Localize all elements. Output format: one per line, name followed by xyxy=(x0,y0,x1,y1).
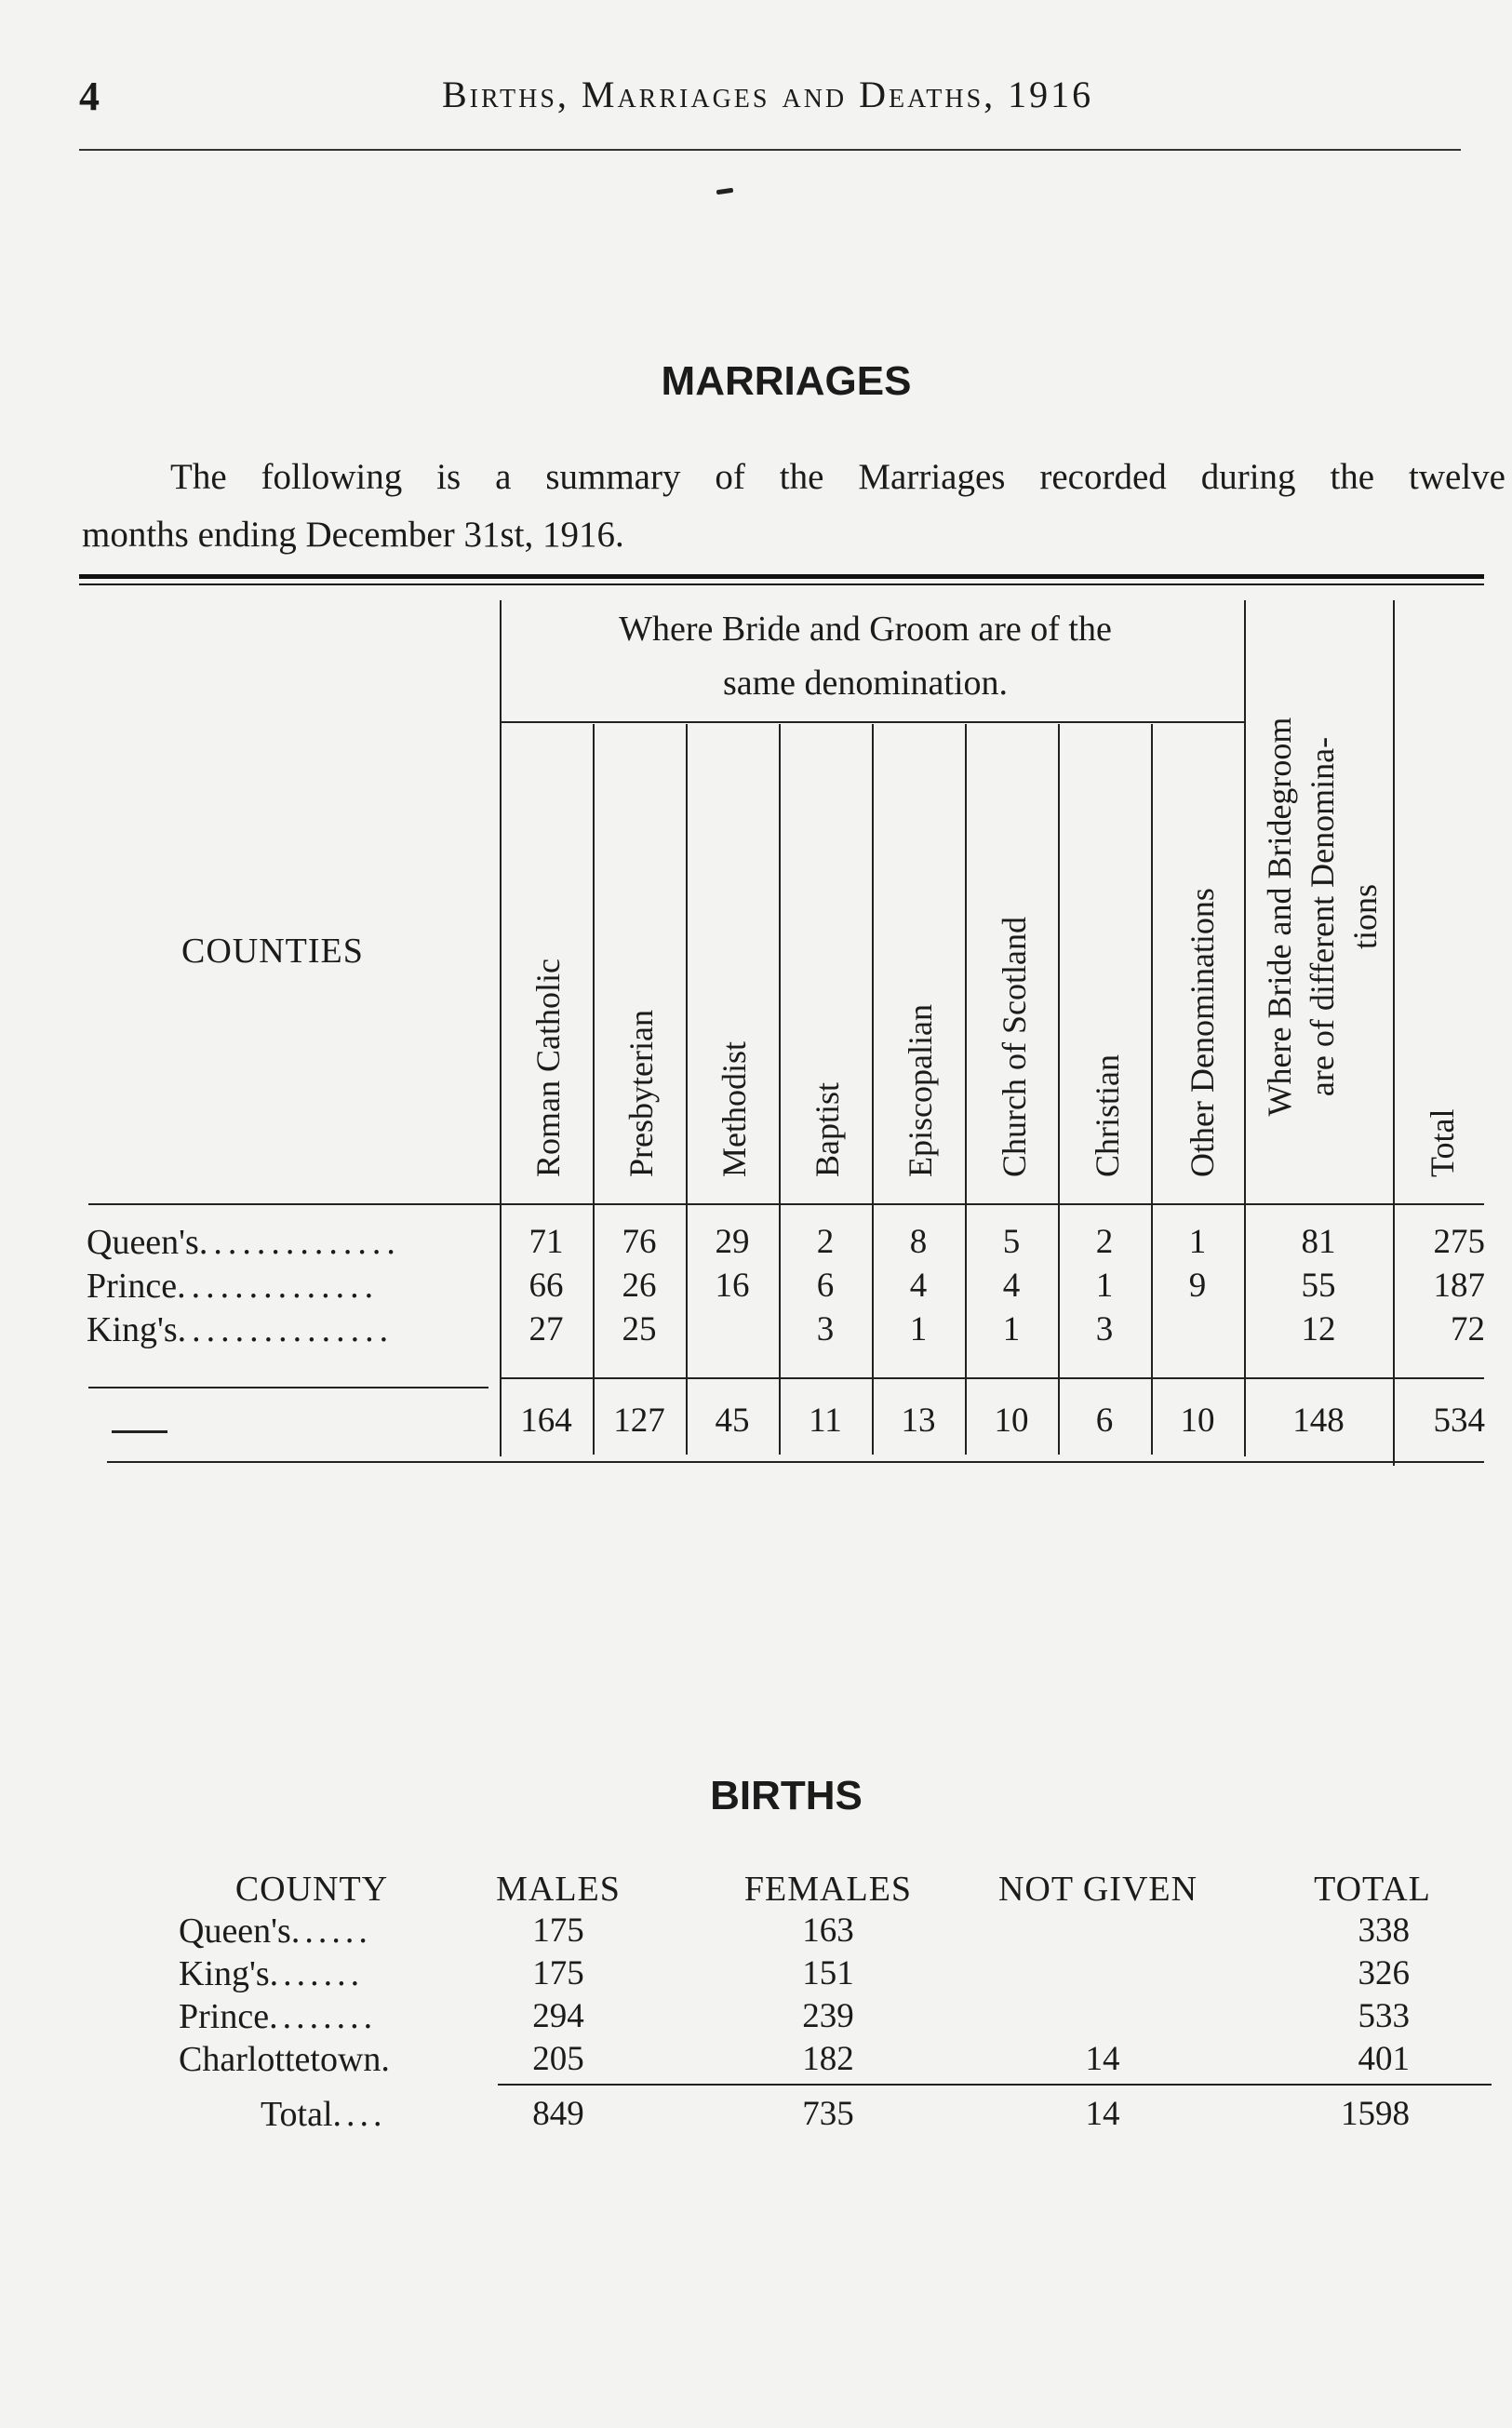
cell-church-of-scotland: 4 xyxy=(1002,1267,1021,1305)
births-row-label xyxy=(179,1996,377,2037)
col-roman-catholic: Roman Catholic xyxy=(529,959,567,1177)
births-row-leader: ....... xyxy=(269,1954,365,1993)
births-total: 326 xyxy=(1358,1954,1410,1992)
header-rule xyxy=(79,149,1461,151)
cell-baptist: 6 xyxy=(816,1267,835,1305)
births-header-county: COUNTY xyxy=(234,1870,389,1909)
group-header-line-2: same denomination. xyxy=(722,664,1009,703)
cell-christian: 3 xyxy=(1095,1310,1114,1348)
cell-church-of-scotland: 5 xyxy=(1002,1223,1021,1261)
col-church-of-scotland: Church of Scotland xyxy=(996,917,1033,1177)
cell-christian: 2 xyxy=(1095,1223,1114,1261)
row-label-prince: Prince.............. xyxy=(87,1267,380,1306)
births-males: 294 xyxy=(532,1997,584,2035)
group-header-line-1: Where Bride and Groom are of the xyxy=(619,610,1112,649)
births-header-total: TOTAL xyxy=(1314,1870,1431,1909)
births-females: 163 xyxy=(802,1912,854,1950)
cell-methodist: 29 xyxy=(715,1223,750,1261)
marriages-intro xyxy=(82,449,1505,564)
page-number: 4 xyxy=(79,74,100,119)
cell-episcopalian: 8 xyxy=(909,1223,928,1261)
col-christian: Christian xyxy=(1089,1054,1126,1177)
cell-total: 72 xyxy=(1451,1310,1485,1348)
total-roman-catholic: 164 xyxy=(520,1402,572,1440)
cell-total: 187 xyxy=(1433,1267,1485,1305)
births-row-leader: . xyxy=(381,2040,395,2079)
cell-other: 1 xyxy=(1188,1223,1207,1261)
vline-col3 xyxy=(686,724,688,1455)
col-total: Total xyxy=(1424,1108,1461,1177)
births-total-females: 735 xyxy=(802,2095,854,2133)
births-total-males: 849 xyxy=(532,2095,584,2133)
total-christian: 6 xyxy=(1095,1402,1114,1440)
running-title: Births, Marriages and Deaths, 1916 xyxy=(442,74,1094,115)
vline-before-mixed xyxy=(1244,600,1246,1456)
counties-label: COUNTIES xyxy=(181,932,364,971)
cell-mixed: 12 xyxy=(1301,1310,1336,1348)
births-header-females: FEMALES xyxy=(743,1870,913,1909)
births-row-leader: ........ xyxy=(269,1997,378,2036)
births-total: 533 xyxy=(1358,1997,1410,2035)
births-total: 401 xyxy=(1358,2040,1410,2078)
table-top-rule-thin xyxy=(79,584,1484,585)
births-county-name: Queen's xyxy=(179,1912,291,1951)
intro-line-1: The following is a summary of the Marriages recorded during the twelve xyxy=(170,457,1505,497)
total-baptist: 11 xyxy=(809,1402,842,1440)
mixed-line-1: Where Bride and Bridegroom xyxy=(1261,717,1298,1117)
total-methodist: 45 xyxy=(715,1402,750,1440)
col-other-denominations: Other Denominations xyxy=(1184,888,1221,1177)
vline-col7 xyxy=(1058,724,1060,1455)
vline-col6 xyxy=(965,724,967,1455)
births-total-rule xyxy=(498,2084,1492,2086)
cell-baptist: 2 xyxy=(816,1223,835,1261)
header-bottom-rule xyxy=(88,1203,1484,1205)
total-other: 10 xyxy=(1180,1402,1215,1440)
mixed-line-3: tions xyxy=(1346,884,1384,950)
births-row-leader: ...... xyxy=(290,1912,372,1951)
births-total-leader: .... xyxy=(332,2095,387,2134)
cell-total: 275 xyxy=(1433,1223,1485,1261)
col-presbyterian: Presbyterian xyxy=(622,1010,660,1177)
table-bottom-rule xyxy=(107,1461,1484,1463)
total-presbyterian: 127 xyxy=(613,1402,665,1440)
births-total: 338 xyxy=(1358,1912,1410,1950)
births-females: 239 xyxy=(802,1997,854,2035)
total-total: 534 xyxy=(1433,1402,1485,1440)
mixed-line-2: are of different Denomina- xyxy=(1304,736,1341,1097)
totals-top-rule xyxy=(500,1377,1484,1379)
vline-before-total xyxy=(1393,600,1395,1466)
births-county-name: King's xyxy=(179,1954,270,1993)
births-row-label xyxy=(179,1911,372,1952)
cell-presbyterian: 76 xyxy=(622,1223,657,1261)
marriages-title: MARRIAGES xyxy=(661,358,912,404)
births-males: 205 xyxy=(532,2040,584,2078)
group-header-rule xyxy=(500,721,1244,723)
row-label-kings: King's............... xyxy=(87,1310,395,1349)
cell-christian: 1 xyxy=(1095,1267,1114,1305)
total-episcopalian: 13 xyxy=(901,1402,936,1440)
births-header-not-given: NOT GIVEN xyxy=(997,1870,1198,1909)
ink-mark xyxy=(716,188,734,195)
births-females: 182 xyxy=(802,2040,854,2078)
cell-episcopalian: 1 xyxy=(909,1310,928,1348)
births-total-label xyxy=(261,2094,387,2135)
births-grand-total: 1598 xyxy=(1341,2095,1410,2133)
col-episcopalian: Episcopalian xyxy=(902,1004,939,1177)
col-baptist: Baptist xyxy=(809,1081,846,1177)
cell-methodist: 16 xyxy=(715,1267,750,1305)
cell-roman-catholic: 71 xyxy=(529,1223,564,1261)
cell-church-of-scotland: 1 xyxy=(1002,1310,1021,1348)
page-header xyxy=(79,65,1465,121)
births-row-label xyxy=(179,1953,364,1994)
intro-line-2: months ending December 31st, 1916. xyxy=(82,515,624,555)
births-row-label xyxy=(179,2039,395,2080)
total-church-of-scotland: 10 xyxy=(994,1402,1029,1440)
births-county-name: Prince xyxy=(179,1997,270,2036)
table-top-rule-thick xyxy=(79,574,1484,579)
col-mixed-denominations xyxy=(1258,656,1384,1177)
vline-col4 xyxy=(779,724,781,1455)
vline-col5 xyxy=(872,724,874,1455)
cell-presbyterian: 26 xyxy=(622,1267,657,1305)
cell-baptist: 3 xyxy=(816,1310,835,1348)
vline-col2 xyxy=(593,724,595,1455)
same-denomination-header xyxy=(502,602,1228,710)
label-total-rule xyxy=(88,1387,488,1388)
cell-roman-catholic: 66 xyxy=(529,1267,564,1305)
births-not-given: 14 xyxy=(1085,2040,1120,2078)
total-mixed: 148 xyxy=(1292,1402,1345,1440)
vline-col8 xyxy=(1151,724,1153,1455)
births-header-males: MALES xyxy=(496,1870,621,1909)
births-total-not-given: 14 xyxy=(1085,2095,1120,2133)
cell-other: 9 xyxy=(1188,1267,1207,1305)
cell-episcopalian: 4 xyxy=(909,1267,928,1305)
births-total-word: Total xyxy=(261,2095,333,2134)
cell-presbyterian: 25 xyxy=(622,1310,657,1348)
births-males: 175 xyxy=(532,1954,584,1992)
cell-mixed: 81 xyxy=(1301,1223,1336,1261)
births-males: 175 xyxy=(532,1912,584,1950)
births-title: BIRTHS xyxy=(710,1773,863,1818)
births-females: 151 xyxy=(802,1954,854,1992)
births-county-name: Charlottetown xyxy=(179,2040,381,2079)
col-methodist: Methodist xyxy=(716,1040,753,1177)
vline-left xyxy=(500,600,502,1456)
row-label-queens: Queen's.............. xyxy=(87,1223,401,1262)
cell-mixed: 55 xyxy=(1301,1267,1336,1305)
cell-roman-catholic: 27 xyxy=(529,1310,564,1348)
stray-dash xyxy=(112,1430,167,1433)
